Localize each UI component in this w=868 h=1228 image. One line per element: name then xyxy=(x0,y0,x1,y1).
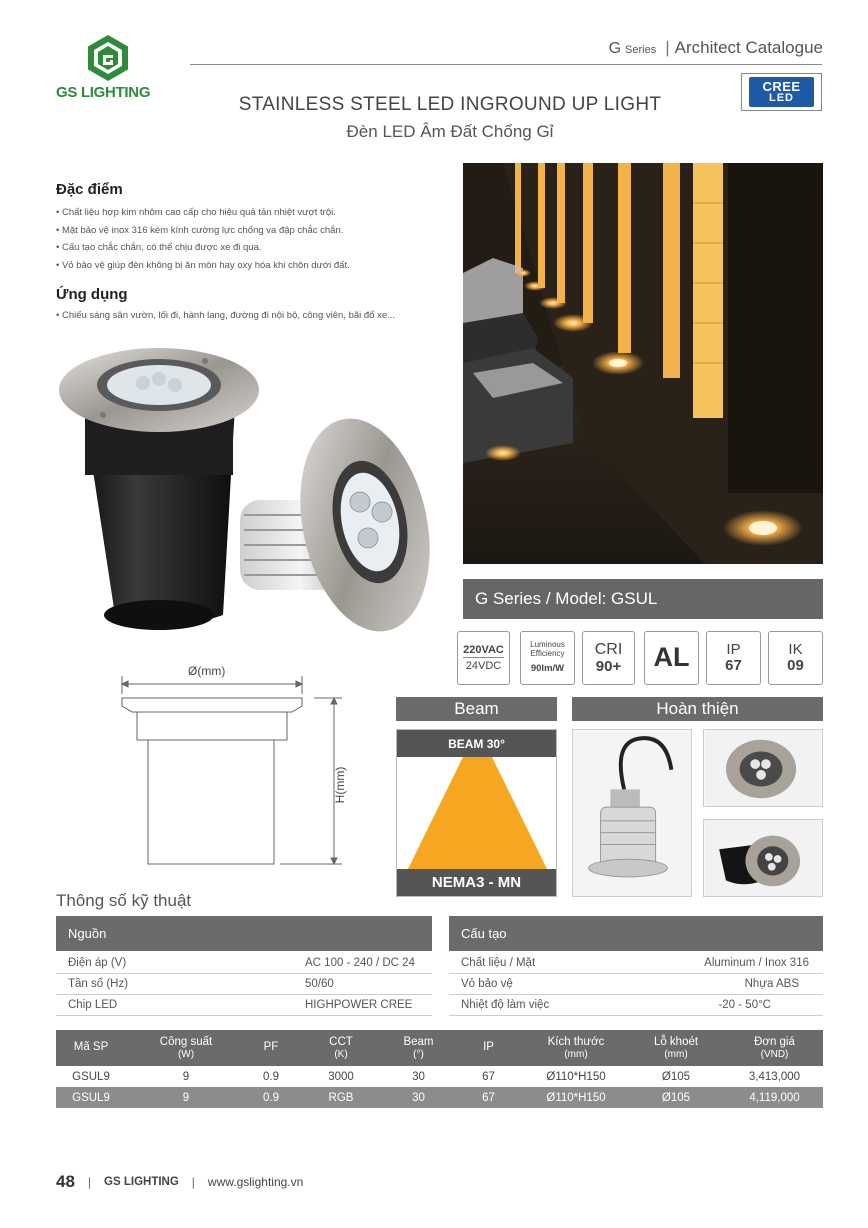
price-col-header: PF xyxy=(263,1041,279,1054)
application-item: • Chiếu sáng sân vườn, lối đi, hành lang, đường đi nội bộ, công viên, bãi đổ xe... xyxy=(56,307,456,325)
price-col-header: IP xyxy=(483,1041,494,1054)
footer-website-link[interactable]: www.gslighting.vn xyxy=(207,1175,304,1189)
beam-rating: NEMA3 - MN xyxy=(397,869,556,896)
beam-angle: BEAM 30° xyxy=(397,730,556,757)
cell-code: GSUL9 xyxy=(72,1091,110,1104)
spec-key: Tần số (Hz) xyxy=(68,978,129,990)
spec-key: Điện áp (V) xyxy=(68,957,127,969)
feature-item: • Vỏ bảo vệ giúp đèn không bị ăn mòn hay oxy hóa khi chôn dưới đất. xyxy=(56,257,456,275)
beam-cone xyxy=(407,757,548,871)
power-table-header: Nguồn xyxy=(56,916,432,951)
finish-image-fixture xyxy=(572,729,692,897)
product-image xyxy=(55,345,445,645)
model-bar: G Series / Model: GSUL xyxy=(463,579,823,619)
spec-value: AC 100 - 240 / DC 24 xyxy=(305,957,415,969)
installation-photo xyxy=(463,163,823,564)
beam-header: Beam xyxy=(396,697,557,721)
cell-beam: 30 xyxy=(412,1091,425,1104)
voltage-dc: 24VDC xyxy=(465,660,502,672)
series-label: G Series | Architect Catalogue xyxy=(608,38,823,57)
spec-value: Nhựa ABS xyxy=(744,978,799,990)
spec-value: 50/60 xyxy=(305,978,334,990)
cell-pf: 0.9 xyxy=(263,1091,279,1104)
cell-size: Ø110*H150 xyxy=(546,1091,606,1104)
cell-beam: 30 xyxy=(412,1070,425,1083)
price-col-header: Mã SP xyxy=(73,1041,109,1054)
ik-value: 09 xyxy=(787,657,804,674)
gs-logo-icon xyxy=(86,34,130,82)
footer-brand: GS LIGHTING xyxy=(104,1176,179,1188)
features-list xyxy=(56,204,456,274)
brand-logo-text: GS LIGHTING xyxy=(56,84,151,101)
aluminum-icon xyxy=(644,631,699,685)
cell-cct: RGB xyxy=(328,1091,354,1104)
ip-value: 67 xyxy=(725,657,742,674)
spec-row xyxy=(449,953,823,974)
cri-icon xyxy=(582,631,635,685)
tech-specs-title: Thông số kỹ thuật xyxy=(56,891,192,910)
spec-value: HIGHPOWER CREE xyxy=(305,999,413,1011)
spec-value: -20 - 50°C xyxy=(718,999,771,1011)
price-col-header: Beam (°) xyxy=(403,1035,434,1060)
ip-rating-icon xyxy=(706,631,761,685)
price-row xyxy=(56,1087,823,1108)
efficiency-label-2: Efficiency xyxy=(530,649,565,659)
spec-key: Vỏ bảo vệ xyxy=(461,978,513,990)
aluminum-label: AL xyxy=(653,642,690,673)
cell-power: 9 xyxy=(182,1091,190,1104)
ik-label: IK xyxy=(788,640,803,658)
cell-cutout: Ø105 xyxy=(661,1070,691,1083)
cree-badge-bottom: LED xyxy=(769,92,794,104)
cell-pf: 0.9 xyxy=(263,1070,279,1083)
cell-code: GSUL9 xyxy=(72,1070,110,1083)
finish-image-sleeve xyxy=(703,819,823,897)
page-number: 48 xyxy=(56,1172,75,1191)
structure-table-header: Cấu tạo xyxy=(449,916,823,951)
cell-price: 3,413,000 xyxy=(748,1070,801,1083)
beam-diagram xyxy=(396,729,557,897)
cell-ip: 67 xyxy=(482,1091,495,1104)
cell-ip: 67 xyxy=(482,1070,495,1083)
applications-list xyxy=(56,307,456,325)
price-row xyxy=(56,1066,823,1087)
spec-row xyxy=(449,995,823,1016)
voltage-ac: 220VAC xyxy=(463,644,504,658)
feature-item: • Chất liệu hợp kim nhôm cao cấp cho hiệu quả tản nhiệt vượt trội. xyxy=(56,204,456,222)
dimension-drawing xyxy=(100,660,360,880)
cri-value: 90+ xyxy=(595,657,622,675)
cree-led-badge xyxy=(741,73,822,111)
series-letter: G xyxy=(608,40,622,57)
spec-key: Chip LED xyxy=(68,999,118,1011)
feature-item: • Cấu tạo chắc chắn, có thể chịu được xe đi qua. xyxy=(56,239,456,257)
finish-header: Hoàn thiện xyxy=(572,697,823,721)
features-heading: Đặc điểm xyxy=(56,181,123,198)
price-col-header: Công suất (W) xyxy=(159,1035,213,1060)
ip-label: IP xyxy=(726,640,741,658)
price-col-header: Lỗ khoét (mm) xyxy=(653,1035,699,1060)
spec-row xyxy=(449,974,823,995)
finish-image-top xyxy=(703,729,823,807)
spec-row xyxy=(56,974,432,995)
price-table-header xyxy=(56,1030,823,1066)
power-table xyxy=(56,953,432,1016)
price-col-header: Kích thước (mm) xyxy=(547,1035,605,1060)
price-col-header: Đơn giá (VND) xyxy=(754,1035,795,1060)
catalogue-name: Architect Catalogue xyxy=(674,38,823,57)
price-col-header: CCT (K) xyxy=(329,1035,353,1060)
cell-power: 9 xyxy=(182,1070,190,1083)
series-word: Series xyxy=(625,44,657,56)
structure-table xyxy=(449,953,823,1016)
cri-label: CRI xyxy=(594,640,623,658)
cell-cutout: Ø105 xyxy=(661,1091,691,1104)
height-label: H(mm) xyxy=(333,766,347,804)
page-subtitle: Đèn LED Âm Đất Chống Gỉ xyxy=(346,122,554,141)
spec-key: Chất liệu / Mặt xyxy=(461,957,536,969)
spec-row xyxy=(56,995,432,1016)
diameter-label: Ø(mm) xyxy=(188,664,226,678)
cree-badge-top: CREE xyxy=(762,79,801,94)
page-footer: 48 | GS LIGHTING | www.gslighting.vn xyxy=(56,1172,304,1191)
voltage-icon xyxy=(457,631,510,685)
efficiency-value: 90lm/W xyxy=(530,663,565,675)
feature-item: • Mặt bảo vệ inox 316 kèm kính cường lực chống va đập chắc chắn. xyxy=(56,222,456,240)
efficiency-label-1: Luminous xyxy=(530,640,565,650)
applications-heading: Ứng dụng xyxy=(56,286,128,303)
cell-cct: 3000 xyxy=(328,1070,354,1083)
spec-row xyxy=(56,953,432,974)
price-table xyxy=(56,1030,823,1108)
cell-size: Ø110*H150 xyxy=(546,1070,606,1083)
spec-value: Aluminum / Inox 316 xyxy=(704,957,809,969)
spec-key: Nhiệt độ làm việc xyxy=(461,999,550,1011)
efficiency-icon xyxy=(520,631,575,685)
header-divider xyxy=(190,64,822,65)
ik-rating-icon xyxy=(768,631,823,685)
cell-price: 4,119,000 xyxy=(749,1091,800,1104)
page-title: STAINLESS STEEL LED INGROUND UP LIGHT xyxy=(238,94,662,115)
